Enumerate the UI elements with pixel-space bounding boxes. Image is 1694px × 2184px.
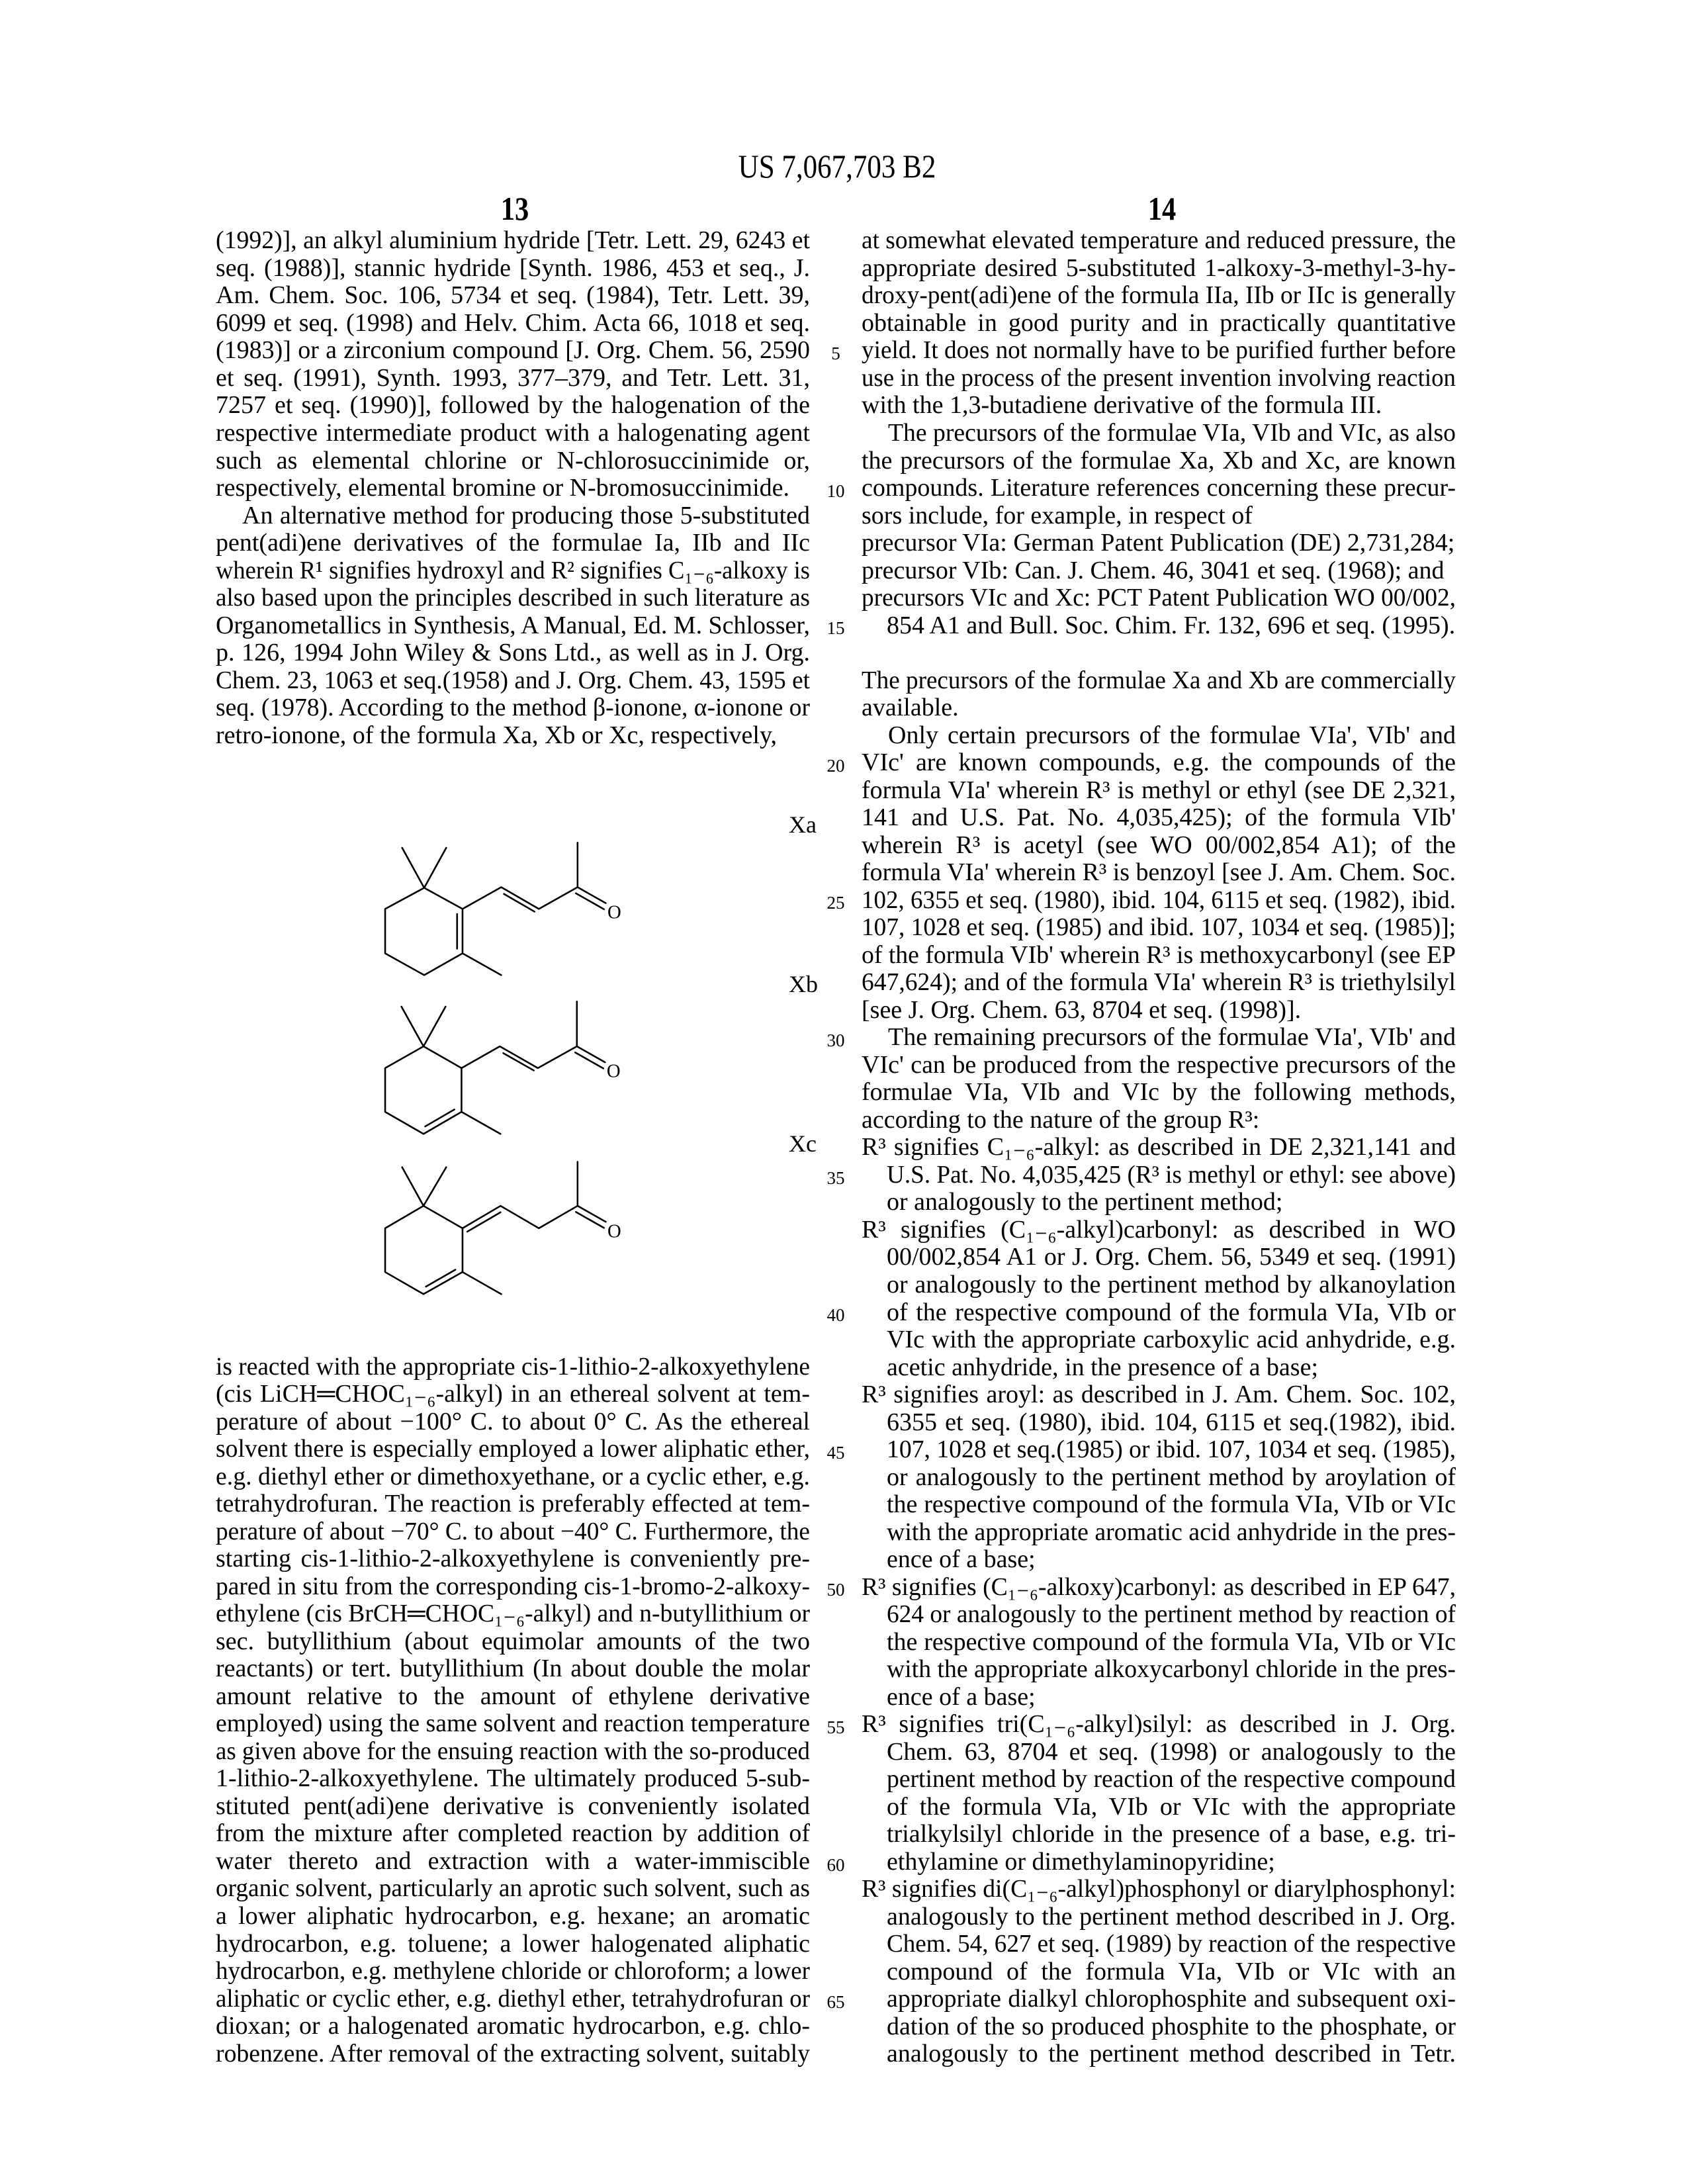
text-line: precursor VIb: Can. J. Chem. 46, 3041 et seq. (1968); and (862, 557, 1456, 585)
text-line: compounds. Literature references concerning these precur- (862, 475, 1456, 502)
text-line: or analogously to the pertinent method by alkanoylation (862, 1271, 1456, 1299)
page-number-right: 14 (1128, 192, 1196, 225)
structure-xa-beta-ionone (385, 842, 621, 975)
text-line: hydrocarbon, e.g. methylene chloride or chloroform; a lower (216, 1958, 810, 1985)
text-line: The remaining precursors of the formulae VIa', VIb' and (862, 1024, 1456, 1052)
list-item (862, 1216, 1456, 1381)
text-line: e.g. diethyl ether or dimethoxyethane, or a cyclic ether, e.g. (216, 1463, 810, 1491)
text-line: perature of about −100° C. to about 0° C. As the ethereal (216, 1408, 810, 1436)
text-line: use in the process of the present invention involving reaction (862, 365, 1456, 392)
list-item (862, 1574, 1456, 1711)
text-line: a lower aliphatic hydrocarbon, e.g. hexane; an aromatic (216, 1903, 810, 1931)
text-line: such as elemental chlorine or N-chlorosuccinimide or, (216, 447, 810, 475)
text-line: retro-ionone, of the formula Xa, Xb or Xc, respectively, (216, 722, 810, 750)
text-line: as given above for the ensuing reaction with the so-produced (216, 1738, 810, 1766)
text-line: (1992)], an alkyl aluminium hydride [Tetr. Lett. 29, 6243 et (216, 227, 810, 255)
text-line: formulae VIa, VIb and VIc by the following methods, (862, 1079, 1456, 1107)
list-item (862, 1134, 1456, 1216)
chemical-structures (331, 781, 860, 1310)
paragraph (862, 1024, 1456, 1134)
text-line: 6355 et seq. (1980), ibid. 104, 6115 et seq.(1982), ibid. (862, 1409, 1456, 1437)
text-line: the precursors of the formulae Xa, Xb and Xc, are known (862, 447, 1456, 475)
text-line: 647,624); and of the formula VIa' wherein R³ is triethylsilyl (862, 969, 1456, 997)
text-line: compound of the formula VIa, VIb or VIc with an (862, 1958, 1456, 1986)
text-line: The precursors of the formulae Xa and Xb are commercially (862, 667, 1456, 695)
list-item (862, 557, 1456, 585)
text-line: appropriate dialkyl chlorophosphite and subsequent oxi- (862, 1985, 1456, 2013)
text-line: yield. It does not normally have to be purified further before (862, 337, 1456, 365)
text-line: water thereto and extraction with a water-immiscible (216, 1848, 810, 1876)
text-line: Chem. 23, 1063 et seq.(1958) and J. Org. Chem. 43, 1595 et (216, 667, 810, 695)
text-line: ence of a base; (862, 1684, 1456, 1711)
text-line: R³ signifies C₁₋₆-alkyl: as described in DE 2,321,141 and (862, 1134, 1456, 1161)
text-line: Only certain precursors of the formulae VIa', VIb' and (862, 722, 1456, 750)
text-line: pent(adi)ene derivatives of the formulae Ia, IIb and IIc (216, 529, 810, 557)
text-line: pertinent method by reaction of the respective compound (862, 1766, 1456, 1794)
text-line: is reacted with the appropriate cis-1-lithio-2-alkoxyethylene (216, 1353, 810, 1381)
text-line: Chem. 54, 627 et seq. (1989) by reaction of the respective (862, 1931, 1456, 1958)
patent-number: US 7,067,703 B2 (117, 150, 1557, 183)
text-line: 107, 1028 et seq.(1985) or ibid. 107, 1034 et seq. (1985), (862, 1436, 1456, 1464)
text-line: sors include, for example, in respect of (862, 502, 1456, 530)
text-line: R³ signifies (C₁₋₆-alkoxy)carbonyl: as described in EP 647, (862, 1574, 1456, 1602)
oxygen-atom: O (607, 902, 621, 923)
text-line: with the appropriate alkoxycarbonyl chloride in the pres- (862, 1656, 1456, 1684)
text-line: the respective compound of the formula VIa, VIb or VIc (862, 1629, 1456, 1657)
text-line: droxy-pent(adi)ene of the formula IIa, IIb or IIc is generally (862, 282, 1456, 310)
text-line: respectively, elemental bromine or N-bromosuccinimide. (216, 475, 810, 502)
text-line: R³ signifies tri(C₁₋₆-alkyl)silyl: as described in J. Org. (862, 1711, 1456, 1739)
list-item (862, 1381, 1456, 1574)
line-number: 30 (816, 1032, 856, 1050)
paragraph (216, 502, 810, 750)
text-line: obtainable in good purity and in practically quantitative (862, 310, 1456, 338)
text-line: [see J. Org. Chem. 63, 8704 et seq. (1998)]. (862, 997, 1456, 1024)
text-line: or analogously to the pertinent method; (862, 1189, 1456, 1216)
text-line: reactants) or tert. butyllithium (In about double the molar (216, 1655, 810, 1683)
text-line: employed) using the same solvent and reaction temperature (216, 1710, 810, 1738)
formula-label-xb: Xb (789, 972, 818, 996)
text-line: of the formula VIa, VIb or VIc with the appropriate (862, 1794, 1456, 1821)
text-line: ethylene (cis BrCH═CHOC₁₋₆-alkyl) and n-butyllithium or (216, 1600, 810, 1628)
list-item (862, 529, 1456, 557)
paragraph (862, 227, 1456, 420)
text-line: VIc with the appropriate carboxylic acid anhydride, e.g. (862, 1326, 1456, 1354)
line-number: 60 (816, 1856, 856, 1874)
text-line: solvent there is especially employed a lower aliphatic ether, (216, 1435, 810, 1463)
text-line: 854 A1 and Bull. Soc. Chim. Fr. 132, 696 et seq. (1995). (862, 612, 1456, 640)
text-line: 1-lithio-2-alkoxyethylene. The ultimately produced 5-sub- (216, 1765, 810, 1793)
structure-xb-alpha-ionone (385, 1001, 621, 1134)
structure-xc-retro-ionone (385, 1161, 621, 1294)
text-line: tetrahydrofuran. The reaction is preferably effected at tem- (216, 1490, 810, 1518)
text-line: Chem. 63, 8704 et seq. (1998) or analogously to the (862, 1739, 1456, 1766)
text-line: Organometallics in Synthesis, A Manual, Ed. M. Schlosser, (216, 612, 810, 640)
line-number: 55 (816, 1719, 856, 1737)
text-line: with the 1,3-butadiene derivative of the formula III. (862, 392, 1456, 420)
text-line: 6099 et seq. (1998) and Helv. Chim. Acta 66, 1018 et seq. (216, 310, 810, 338)
list-item (862, 584, 1456, 639)
text-line: dation of the so produced phosphite to the phosphate, or (862, 2013, 1456, 2041)
formula-label-xc: Xc (789, 1132, 817, 1156)
text-line: wherein R¹ signifies hydroxyl and R² signifies C₁₋₆-alkoxy is (216, 557, 810, 585)
text-line: An alternative method for producing those 5-substituted (216, 502, 810, 530)
line-number: 65 (816, 1993, 856, 2011)
text-line: formula VIa' wherein R³ is methyl or ethyl (see DE 2,321, (862, 777, 1456, 805)
text-line: seq. (1988)], stannic hydride [Synth. 1986, 453 et seq., J. (216, 255, 810, 283)
text-line: formula VIa' wherein R³ is benzoyl [see J. Am. Chem. Soc. (862, 859, 1456, 887)
oxygen-atom: O (607, 1061, 621, 1082)
paragraph (216, 227, 810, 502)
text-line: analogously to the pertinent method described in J. Org. (862, 1903, 1456, 1931)
text-line: 7257 et seq. (1990)], followed by the halogenation of the (216, 392, 810, 420)
text-line: et seq. (1991), Synth. 1993, 377–379, and Tetr. Lett. 31, (216, 365, 810, 392)
text-line: from the mixture after completed reaction by addition of (216, 1820, 810, 1848)
paragraph (862, 722, 1456, 1024)
text-line: organic solvent, particularly an aprotic such solvent, such as (216, 1875, 810, 1903)
text-line: appropriate desired 5-substituted 1-alkoxy-3-methyl-3-hy- (862, 255, 1456, 283)
paragraph (862, 420, 1456, 529)
text-line: trialkylsilyl chloride in the presence of a base, e.g. tri- (862, 1821, 1456, 1848)
text-line: ence of a base; (862, 1546, 1456, 1574)
text-line: p. 126, 1994 John Wiley & Sons Ltd., as well as in J. Org. (216, 639, 810, 667)
text-line: with the appropriate aromatic acid anhydride in the pres- (862, 1519, 1456, 1547)
text-line: the respective compound of the formula VIa, VIb or VIc (862, 1491, 1456, 1519)
text-line: dioxan; or a halogenated aromatic hydrocarbon, e.g. chlo- (216, 2013, 810, 2040)
text-line: of the respective compound of the formula VIa, VIb or (862, 1299, 1456, 1327)
text-line: 624 or analogously to the pertinent method by reaction of (862, 1601, 1456, 1629)
page-number-left: 13 (481, 192, 549, 225)
text-line: perature of about −70° C. to about −40° C. Furthermore, the (216, 1518, 810, 1546)
paragraph (216, 1353, 810, 2068)
text-line: at somewhat elevated temperature and reduced pressure, the (862, 227, 1456, 255)
text-line: aliphatic or cyclic ether, e.g. diethyl ether, tetrahydrofuran or (216, 1985, 810, 2013)
text-line: analogously to the pertinent method described in Tetr. (862, 2040, 1456, 2068)
text-line: The precursors of the formulae VIa, VIb and VIc, as also (862, 420, 1456, 447)
text-line: pared in situ from the corresponding cis-1-bromo-2-alkoxy- (216, 1573, 810, 1601)
left-column-bottom (216, 1353, 810, 2068)
line-number: 5 (816, 345, 856, 363)
text-line: VIc' can be produced from the respective precursors of the (862, 1052, 1456, 1079)
oxygen-atom: O (607, 1221, 621, 1242)
line-number: 25 (816, 894, 856, 912)
line-number: 15 (816, 619, 856, 637)
text-line: R³ signifies (C₁₋₆-alkyl)carbonyl: as described in WO (862, 1216, 1456, 1244)
paragraph (862, 667, 1456, 722)
line-number: 45 (816, 1444, 856, 1462)
text-line: precursor VIa: German Patent Publication (DE) 2,731,284; (862, 529, 1456, 557)
list-item (862, 1876, 1456, 2068)
text-line: ethylamine or dimethylaminopyridine; (862, 1848, 1456, 1876)
line-number: 35 (816, 1169, 856, 1187)
text-line: R³ signifies aroyl: as described in J. Am. Chem. Soc. 102, (862, 1381, 1456, 1409)
text-line: 141 and U.S. Pat. No. 4,035,425); of the formula VIb' (862, 804, 1456, 832)
text-line: sec. butyllithium (about equimolar amounts of the two (216, 1628, 810, 1656)
text-line: U.S. Pat. No. 4,035,425 (R³ is methyl or ethyl: see above) (862, 1161, 1456, 1189)
text-line: of the formula VIb' wherein R³ is methoxycarbonyl (see EP (862, 942, 1456, 970)
formula-label-xa: Xa (789, 813, 817, 837)
text-line: (cis LiCH═CHOC₁₋₆-alkyl) in an ethereal solvent at tem- (216, 1381, 810, 1408)
text-line: Am. Chem. Soc. 106, 5734 et seq. (1984), Tetr. Lett. 39, (216, 282, 810, 310)
text-line: seq. (1978). According to the method β-ionone, α-ionone or (216, 694, 810, 722)
text-line: (1983)] or a zirconium compound [J. Org. Chem. 56, 2590 (216, 337, 810, 365)
text-line: starting cis-1-lithio-2-alkoxyethylene is conveniently pre- (216, 1545, 810, 1573)
line-number: 10 (816, 482, 856, 500)
text-line: 107, 1028 et seq. (1985) and ibid. 107, 1034 et seq. (1985)]; (862, 914, 1456, 942)
text-line: stituted pent(adi)ene derivative is conveniently isolated (216, 1793, 810, 1821)
text-line: precursors VIc and Xc: PCT Patent Publication WO 00/002, (862, 584, 1456, 612)
line-number: 20 (816, 757, 856, 775)
text-line: robenzene. After removal of the extracting solvent, suitably (216, 2040, 810, 2068)
text-line: wherein R³ is acetyl (see WO 00/002,854 A1); of the (862, 832, 1456, 860)
text-line: R³ signifies di(C₁₋₆-alkyl)phosphonyl or diarylphosphonyl: (862, 1876, 1456, 1903)
text-line: also based upon the principles described in such literature as (216, 584, 810, 612)
text-line: respective intermediate product with a halogenating agent (216, 420, 810, 447)
line-number: 40 (816, 1306, 856, 1324)
text-line: hydrocarbon, e.g. toluene; a lower halogenated aliphatic (216, 1931, 810, 1958)
text-line: or analogously to the pertinent method by aroylation of (862, 1464, 1456, 1492)
text-line: available. (862, 694, 1456, 722)
left-column-top (216, 227, 810, 749)
text-line: according to the nature of the group R³: (862, 1107, 1456, 1134)
text-line: 102, 6355 et seq. (1980), ibid. 104, 6115 et seq. (1982), ibid. (862, 887, 1456, 915)
text-line: 00/002,854 A1 or J. Org. Chem. 56, 5349 et seq. (1991) (862, 1244, 1456, 1271)
list-item (862, 1711, 1456, 1876)
right-column (862, 227, 1456, 2068)
text-line: acetic anhydride, in the presence of a base; (862, 1354, 1456, 1382)
text-line: VIc' are known compounds, e.g. the compounds of the (862, 749, 1456, 777)
text-line: amount relative to the amount of ethylene derivative (216, 1683, 810, 1711)
line-number: 50 (816, 1581, 856, 1599)
